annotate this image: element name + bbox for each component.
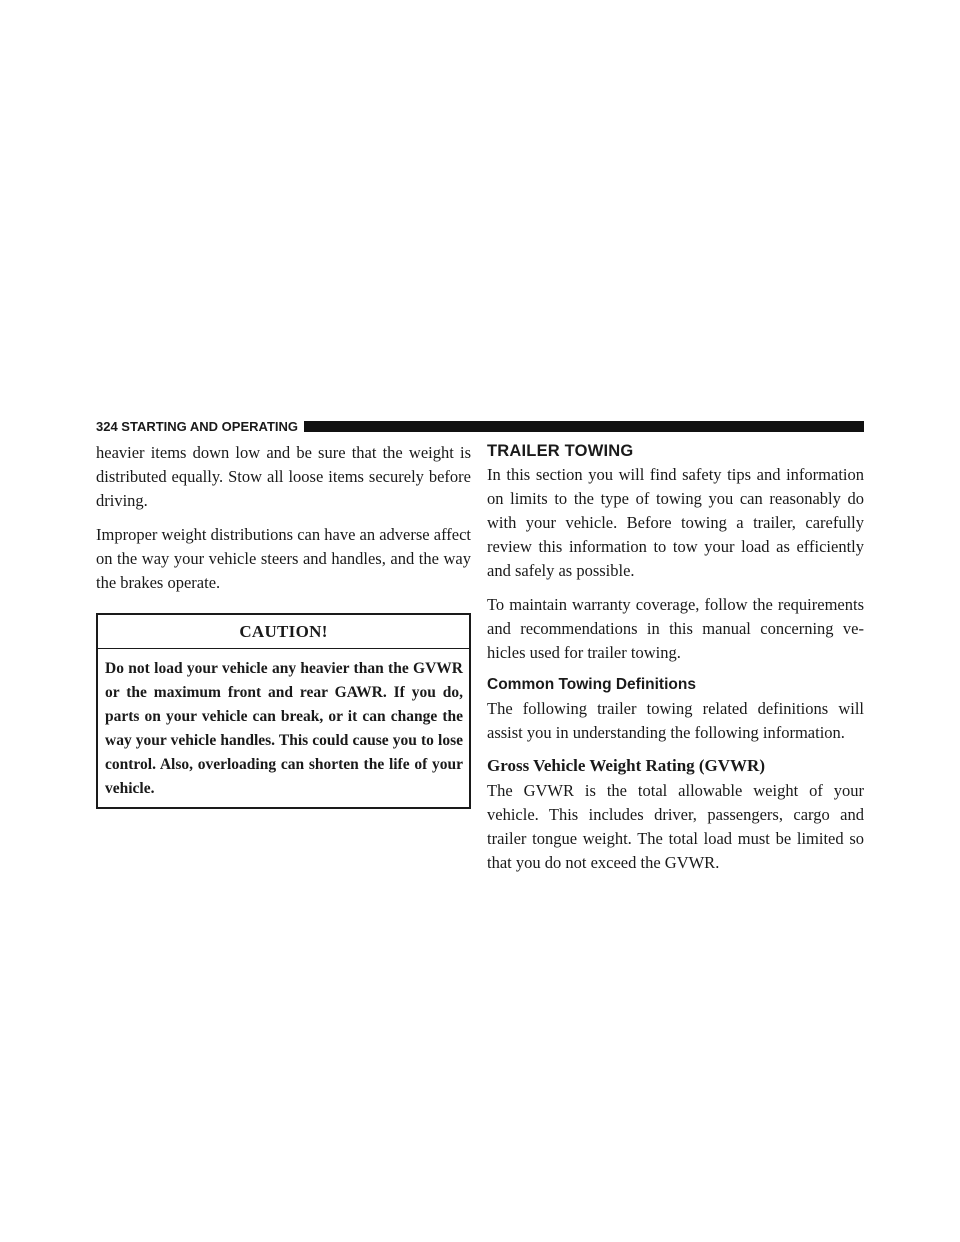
caution-title: CAUTION!: [98, 615, 469, 649]
paragraph-safety-tips: In this section you will find safety tips and information on limits to the type of towing you can reasonably do with your vehicle. Before towing a trailer, carefully review this information to tow your load as efficiently and safely as possible.: [487, 465, 864, 580]
right-column: [487, 441, 864, 885]
paragraph-weight-distribution: heavier items down low and be sure that the weight is distributed equally. Stow all loose items securely before driving.: [96, 443, 471, 510]
page-header: [96, 419, 864, 435]
paragraph-improper-weight: Improper weight distributions can have an adverse affect on the way your vehicle steers and handles, and the way the brakes operate.: [96, 525, 471, 592]
paragraph-warranty: To maintain warranty coverage, follow the requirements and recommendations in this manual concerning ve-hicles used for trailer towing.: [487, 595, 864, 662]
caution-body: Do not load your vehicle any heavier than the GVWR or the maximum front and rear GAWR. If you do, parts on your vehicle can break, or it can change the way your vehicle handles. This could cause you to lose control. Also, overloading can shorten the life of your vehicle.: [105, 660, 463, 797]
paragraph-definitions: The following trailer towing related definitions will assist you in understanding the following information.: [487, 699, 864, 742]
caution-box: [96, 613, 471, 809]
left-column: [96, 441, 471, 809]
section-title-trailer-towing: TRAILER TOWING: [487, 442, 634, 460]
subsection-title-definitions: Common Towing Definitions: [487, 676, 696, 693]
paragraph-gvwr: The GVWR is the total allowable weight of your vehicle. This includes driver, passengers, cargo and trailer tongue weight. The total load must be limited so that you do not exceed the GVWR.: [487, 781, 864, 872]
subsection-title-gvwr: Gross Vehicle Weight Rating (GVWR): [487, 756, 765, 775]
page-number-label: 324 STARTING AND OPERATING: [96, 419, 304, 435]
